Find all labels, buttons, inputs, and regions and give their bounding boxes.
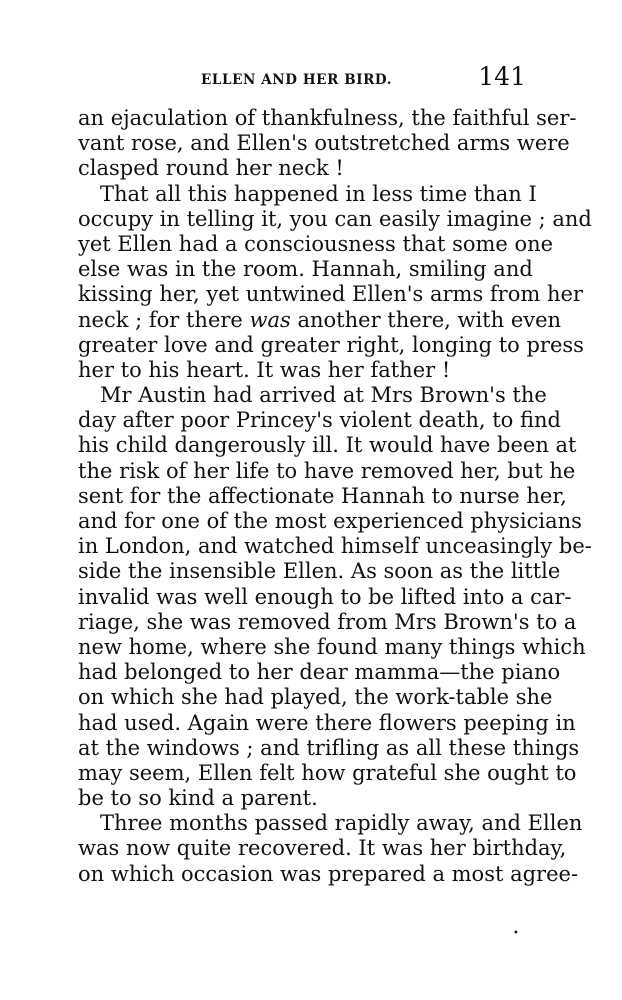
text-line: occupy in telling it, you can easily imagine ; and (78, 206, 592, 231)
text-line: side the insensible Ellen. As soon as the little (78, 559, 561, 584)
text-line: in London, and watched himself unceasingly be- (78, 534, 592, 559)
text-line: Mr Austin had arrived at Mrs Brown's the (100, 383, 547, 408)
text-line: at the windows ; and trifling as all these things (78, 735, 580, 760)
text-line: an ejaculation of thankfulness, the faithful ser- (78, 106, 577, 130)
text-line: riage, she was removed from Mrs Brown's to a (78, 609, 577, 634)
text-line: clasped round her neck ! (78, 156, 344, 181)
text-line: the risk of her life to have removed her, but he (78, 458, 576, 483)
body-text (78, 106, 592, 887)
text-line: her to his heart. It was her father ! (78, 357, 451, 382)
text-line: and for one of the most experienced physicians (78, 509, 582, 533)
text-line: was now quite recovered. It was her birthday, (78, 836, 567, 861)
text-line: greater love and greater right, longing to press (78, 332, 584, 357)
running-head: ELLEN AND HER BIRD. (201, 72, 393, 88)
text-line: on which occasion was prepared a most agree- (78, 861, 579, 886)
text-line: invalid was well enough to be lifted into a car- (78, 584, 572, 609)
text-line: That all this happened in less time than I (100, 181, 537, 206)
text-line: yet Ellen had a consciousness that some one (78, 231, 554, 256)
text-line: had used. Again were there flowers peeping in (78, 710, 576, 735)
text-line: else was in the room. Hannah, smiling and (78, 257, 533, 282)
printer-mark: • (513, 928, 519, 939)
text-line: his child dangerously ill. It would have been at (78, 433, 577, 458)
text-line: may seem, Ellen felt how grateful she ought to (78, 760, 577, 785)
text-line: neck ; for there was another there, with even (78, 307, 562, 332)
text-line: day after poor Princey's violent death, to find (78, 408, 561, 433)
text-line: had belonged to her dear mamma—the piano (78, 660, 561, 685)
text-line: Three months passed rapidly away, and Ellen (100, 811, 583, 836)
text-line: kissing her, yet untwined Ellen's arms from her (78, 282, 583, 307)
text-line: be to so kind a parent. (78, 786, 318, 811)
page-number: 141 (478, 62, 526, 91)
text-line: new home, where she found many things which (78, 634, 586, 659)
text-line: on which she had played, the work-table she (78, 685, 553, 710)
emphasis-word: was (249, 307, 291, 332)
text-line: vant rose, and Ellen's outstretched arms were (78, 131, 570, 156)
text-line: sent for the affectionate Hannah to nurse her, (78, 483, 567, 508)
